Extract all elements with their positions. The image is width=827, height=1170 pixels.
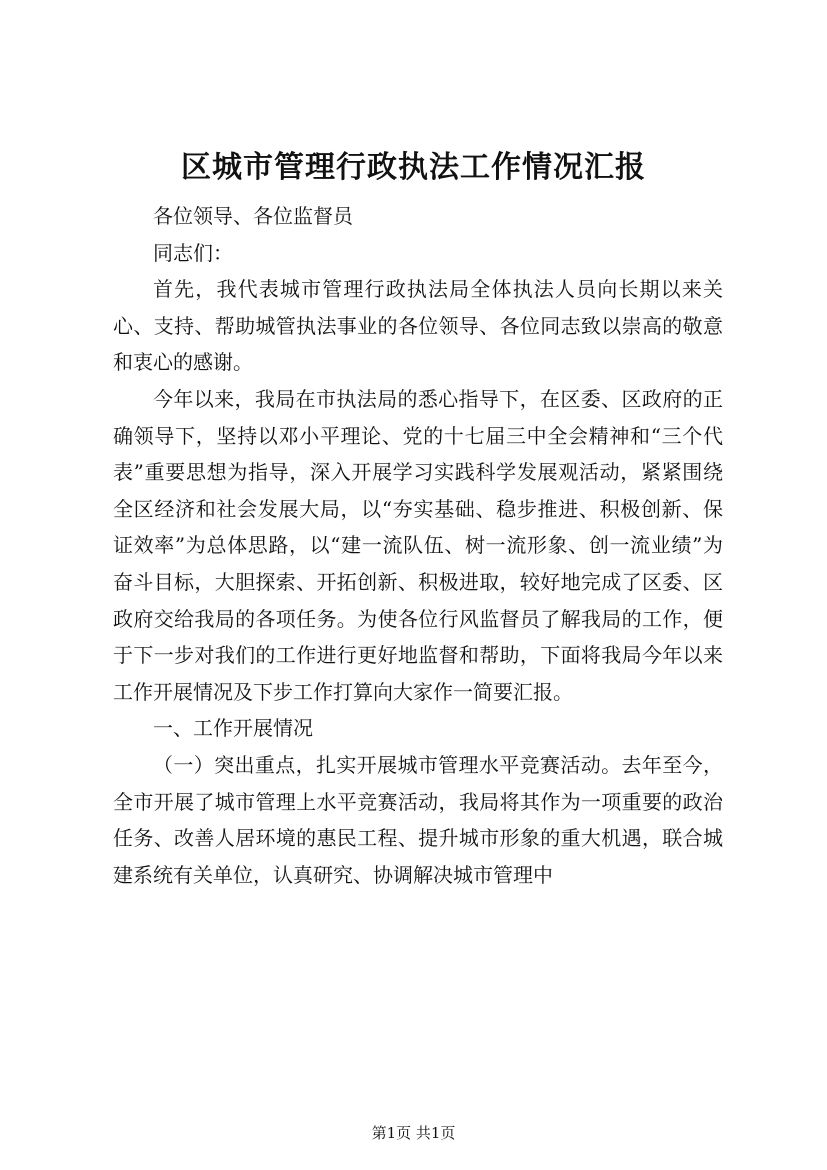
- section-paragraph: （一）突出重点，扎实开展城市管理水平竞赛活动。去年至今，全市开展了城市管理上水平竞赛活动，我局将其作为一项重要的政治任务、改善人居环境的惠民工程、提升城市形象的重大机遇，联合城建系统有关单位，认真研究、协调解决城市管理中: [113, 752, 723, 887]
- page-footer: 第1页 共1页: [371, 1124, 456, 1142]
- document-body: [113, 198, 723, 893]
- paragraph-overview: 今年以来，我局在市执法局的悉心指导下，在区委、区政府的正确领导下，坚持以邓小平理论、党的十七届三中全会精神和“三个代表”重要思想为指导，深入开展学习实践科学发展观活动，紧紧围绕全区经济和社会发展大局，以“夯实基础、稳步推进、积极创新、保证效率”为总体思路，以“建一流队伍、树一流形象、创一流业绩”为奋斗目标，大胆探索、开拓创新、积极进取，较好地完成了区委、区政府交给我局的各项任务。为使各位行风监督员了解我局的工作，便于下一步对我们的工作进行更好地监督和帮助，下面将我局今年以来工作开展情况及下步工作打算向大家作一简要汇报。: [113, 386, 723, 704]
- salutation-comrades: 同志们：: [153, 240, 233, 265]
- salutation-leaders: 各位领导、各位监督员: [153, 204, 353, 228]
- document-title: 区城市管理行政执法工作情况汇报: [181, 150, 646, 185]
- paragraph-thanks: 首先，我代表城市管理行政执法局全体执法人员向长期以来关心、支持、帮助城管执法事业的各位领导、各位同志致以崇高的敬意和衷心的感谢。: [113, 277, 723, 375]
- section-heading: 一、工作开展情况: [153, 716, 313, 741]
